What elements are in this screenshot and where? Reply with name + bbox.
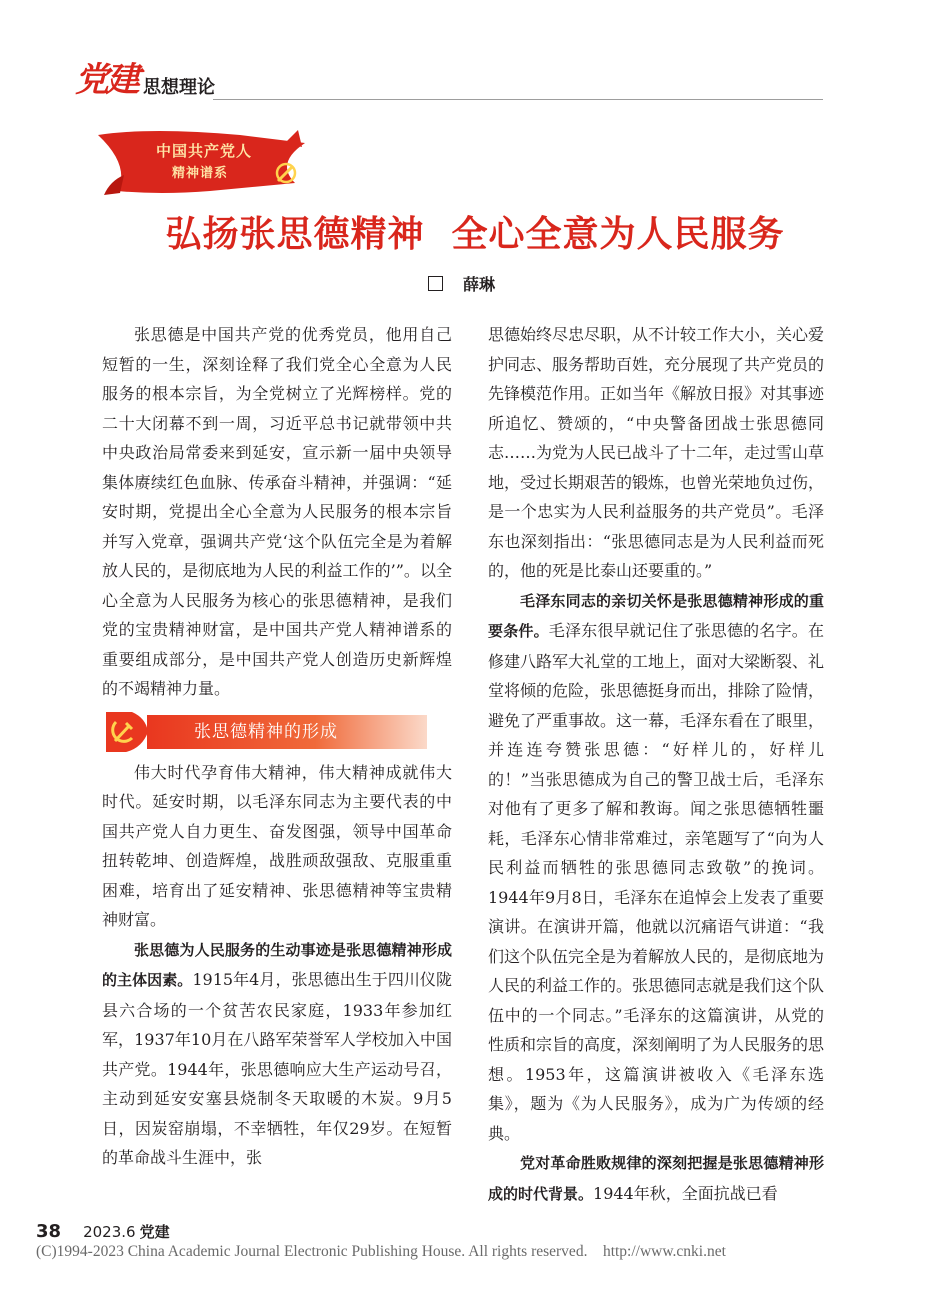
page-footer [36,1222,170,1242]
banner-title-line1: 中国共产党人 [156,142,253,160]
body-paragraph [488,1148,824,1209]
paragraph-text: 1944年秋，全面抗战已看 [593,1183,778,1203]
section-name: 思想理论 [143,77,215,98]
paragraph-text: 毛泽东很早就记住了张思德的名字。在修建八路军大礼堂的工地上，面对大梁断裂、礼堂将倾的危险，张思德挺身而出，排除了险情，避免了严重事故。这一幕，毛泽东看在了眼里，并连连夸赞张思德：“好样儿的，好样儿的！”当张思德成为自己的警卫战士后，毛泽东对他有了更多了解和教诲。闻之张思德牺牲噩耗，毛泽东心情非常难过，亲笔题写了“向为人民利益而牺牲的张思德同志致敬”的挽词。1944年9月8日，毛泽东在追悼会上发表了重要演讲。在演讲开篇，他就以沉痛语气讲道：“我们这个队伍完全是为着解放人民的，是彻底地为人民的利益工作的。张思德同志就是我们这个队伍中的一个同志。”毛泽东的这篇演讲，从党的性质和宗旨的高度，深刻阐明了为人民服务的思想。1953年，这篇演讲被收入《毛泽东选集》，题为《为人民服务》，成为广为传颂的经典。 [488,621,825,1143]
right-column [488,320,824,1209]
body-paragraph: 伟大时代孕育伟大精神，伟大精神成就伟大时代。延安时期，以毛泽东同志为主要代表的中国共产党人自力更生、奋发图强，领导中国革命扭转乾坤、创造辉煌，战胜顽敌强敌、克服重重困难，培育出了延安精神、张思德精神等宝贵精神财富。 [102,762,452,929]
subhead-title: 张思德精神的形成 [194,721,338,742]
paragraph-lead: 党对革命胜败规律的深刻把握是张思德精神形成的时代背景。 [488,1154,824,1203]
column-banner [90,125,320,205]
article-author [428,274,495,296]
body-paragraph [488,586,824,1149]
subhead-banner [102,712,452,752]
paragraph-text: 1915年4月，张思德出生于四川仪陇县六合场的一个贫苦农民家庭，1933年参加红军，1937年10月在八路军荣誉军人学校加入中国共产党。1944年，张思德响应大生产运动号召，主动到延安安塞县烧制冬天取暖的木炭。9月5日，因炭窑崩塌，不幸牺牲，年仅29岁。在短暂的革命战斗生涯中，张 [102,970,452,1167]
magazine-logo: 党建 [75,60,137,100]
article-title: 弘扬张思德精神 全心全意为人民服务 [165,214,785,255]
body-paragraph: 思德始终尽忠尽职，从不计较工作大小，关心爱护同志、服务帮助百姓，充分展现了共产党员的先锋模范作用。正如当年《解放日报》对其事迹所追忆、赞颂的，“中央警备团战士张思德同志……为党为人民已战斗了十二年，走过雪山草地，受过长期艰苦的锻炼，也曾光荣地负过伤，是一个忠实为人民利益服务的共产党员”。毛泽东也深刻指出：“张思德同志是为人民利益而死的，他的死是比泰山还要重的。” [488,325,825,580]
page-number: 38 [36,1221,62,1242]
copyright-notice: (C)1994-2023 China Academic Journal Electronic Publishing House. All rights reserved. http://www.cnki.net [36,1243,726,1260]
header-divider [213,99,823,100]
left-column [102,320,452,1173]
hammer-sickle-icon [102,708,152,756]
intro-paragraph: 张思德是中国共产党的优秀党员，他用自己短暂的一生，深刻诠释了我们党全心全意为人民服务的根本宗旨，为全党树立了光辉榜样。党的二十大闭幕不到一周，习近平总书记就带领中共中央政治局常委来到延安，宣示新一届中央领导集体赓续红色血脉、传承奋斗精神，并强调：“延安时期，党提出全心全意为人民服务的根本宗旨并写入党章，强调共产党‘这个队伍完全是为着解放人民的，是彻底地为人民的利益工作的’”。以全心全意为人民服务为核心的张思德精神，是我们党的宝贵精神财富，是中国共产党人精神谱系的重要组成部分，是中国共产党人创造历史新辉煌的不竭精神力量。 [102,325,452,698]
magazine-name: 党建 [139,1223,170,1241]
body-paragraph [102,935,452,1173]
author-name: 薛琳 [463,275,496,294]
page-header [75,60,823,102]
banner-title-line2: 精神谱系 [172,166,229,181]
paragraph-lead: 毛泽东同志的亲切关怀是张思德精神形成的重要条件。 [488,591,824,640]
issue-number: 2023.6 [83,1223,136,1241]
author-box-icon [428,276,443,291]
paragraph-lead: 张思德为人民服务的生动事迹是张思德精神形成的主体因素。 [102,940,452,989]
